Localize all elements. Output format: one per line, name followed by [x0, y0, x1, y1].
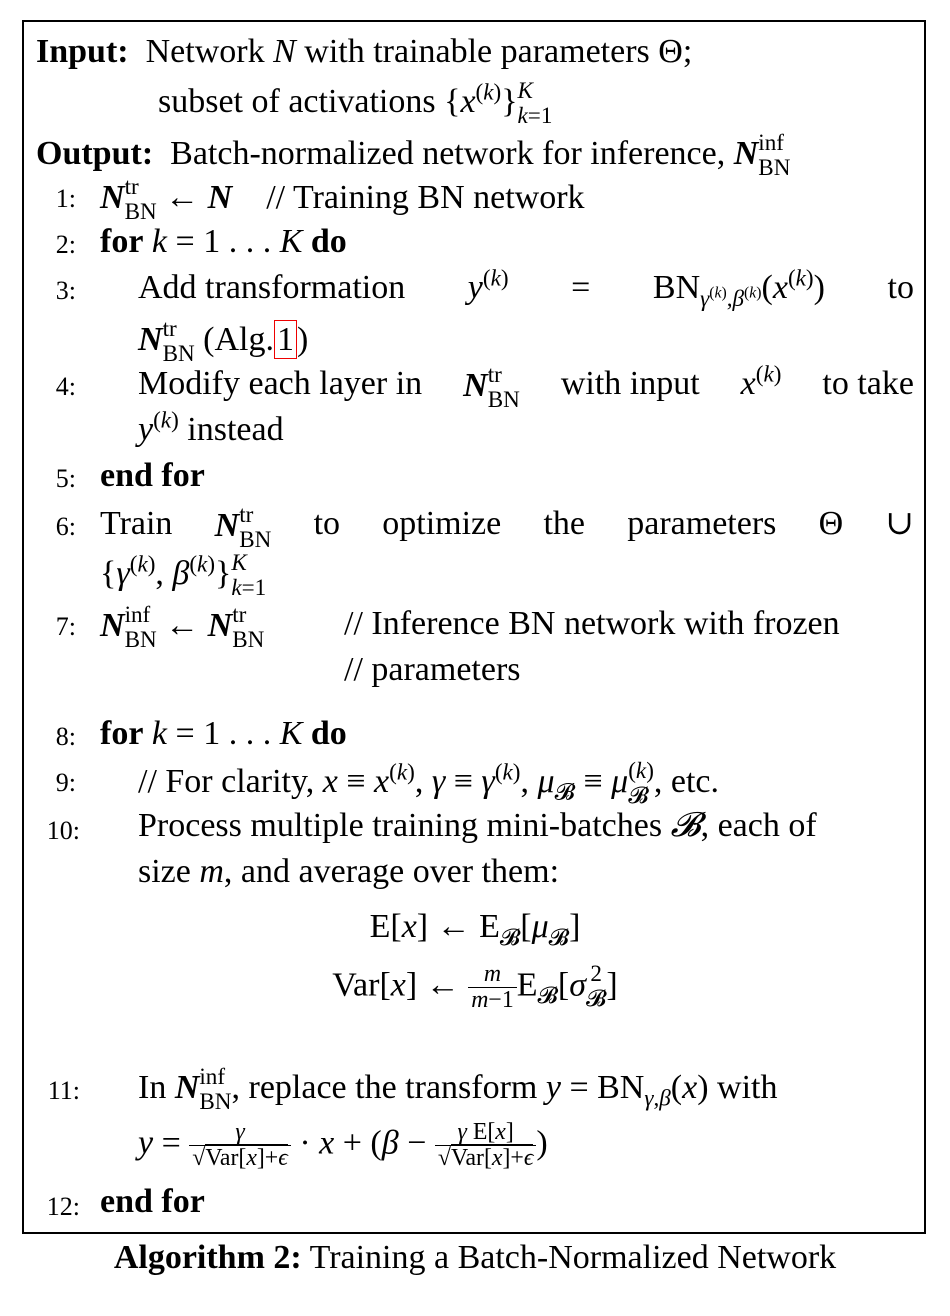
line-number-7: 7:: [55, 612, 76, 641]
comment-7a: // Inference BN network with frozen: [344, 605, 840, 642]
input-line-1: Input: Network N with trainable parameters Θ;: [36, 33, 693, 70]
line-number-10: 10:: [46, 816, 80, 845]
line-4a: Modify each layer in N tr BN with input $x^{(k)}$ to take: [138, 361, 914, 414]
line-1: N tr BN ← N // Training BN network: [100, 174, 585, 226]
algorithm-caption: [0, 1236, 950, 1280]
output-line: Output: Batch-normalized network for inference, N inf BN: [36, 130, 791, 182]
line-10a: Process multiple training mini-batches 𝓑, each of: [138, 807, 817, 844]
line-6b: {$\gamma^{(k)}$, $\beta^{(k)}$} K k=1: [100, 550, 267, 602]
line-3a: Add transformation $y^{(k)}$ = $BN_{\gamma^{(k)},\beta^{(k)}}(x^{(k)})$ to: [138, 265, 914, 312]
line-9: // For clarity, $x \equiv x^{(k)}$, $\gamma \equiv \gamma^{(k)}$, $\mu_𝓑 \equiv \mu$ (k) 𝓑 , etc.: [138, 758, 720, 810]
line-number-3: 3:: [55, 276, 76, 305]
caption-text: Training a Batch-Normalized Network: [309, 1239, 837, 1276]
line-number-11: 11:: [47, 1076, 80, 1105]
input-label: Input:: [36, 33, 129, 70]
input-line-2: subset of activations $\{x^{(k)}\}$ K k=1: [158, 78, 553, 130]
line-number-1: 1:: [55, 184, 76, 213]
line-number-9: 9:: [55, 768, 76, 797]
line-3b: N tr BN (Alg.1): [138, 316, 309, 368]
line-number-4: 4:: [55, 372, 76, 401]
line-2: for k = 1 . . . K do: [100, 223, 347, 260]
line-number-8: 8:: [55, 722, 76, 751]
line-7a: N inf BN ← N tr BN: [100, 602, 265, 654]
line-8: for k = 1 . . . K do: [100, 715, 347, 752]
equation-variance: Var[x] ← $\frac{m}{m-1}$ $E_𝓑[\sigma$ 2 𝓑 ]: [332, 961, 618, 1013]
comment-1: // Training BN network: [266, 178, 585, 216]
line-number-12: 12:: [46, 1192, 80, 1221]
caption-label: Algorithm 2:: [113, 1239, 302, 1276]
output-label: Output:: [36, 134, 154, 172]
line-number-5: 5:: [55, 464, 76, 493]
equation-mean: E[x] ← $E_𝓑[\mu_𝓑]$: [369, 908, 581, 951]
line-4b: $y^{(k)}$ instead: [138, 407, 284, 448]
line-10b: size m, and average over them:: [138, 853, 560, 890]
alg-1-reference-link[interactable]: 1: [274, 320, 297, 359]
line-6a: Train N tr BN to optimize the parameters Θ ∪: [100, 502, 914, 554]
line-11b: y = $\frac{\gamma}{\text{√Var[x]+ϵ}}$ · x + (β − $\frac{\text{γ E[x]}}{\text{√Var[x]+ϵ}}$ ): [138, 1119, 548, 1171]
comment-7b: // parameters: [344, 651, 521, 688]
line-number-6: 6:: [55, 512, 76, 541]
line-5: end for: [100, 457, 205, 494]
line-11a: In N inf BN , replace the transform $y = BN_{\gamma,\beta}(x)$ with: [138, 1064, 778, 1116]
line-12: end for: [100, 1183, 205, 1220]
line-number-2: 2:: [55, 230, 76, 259]
